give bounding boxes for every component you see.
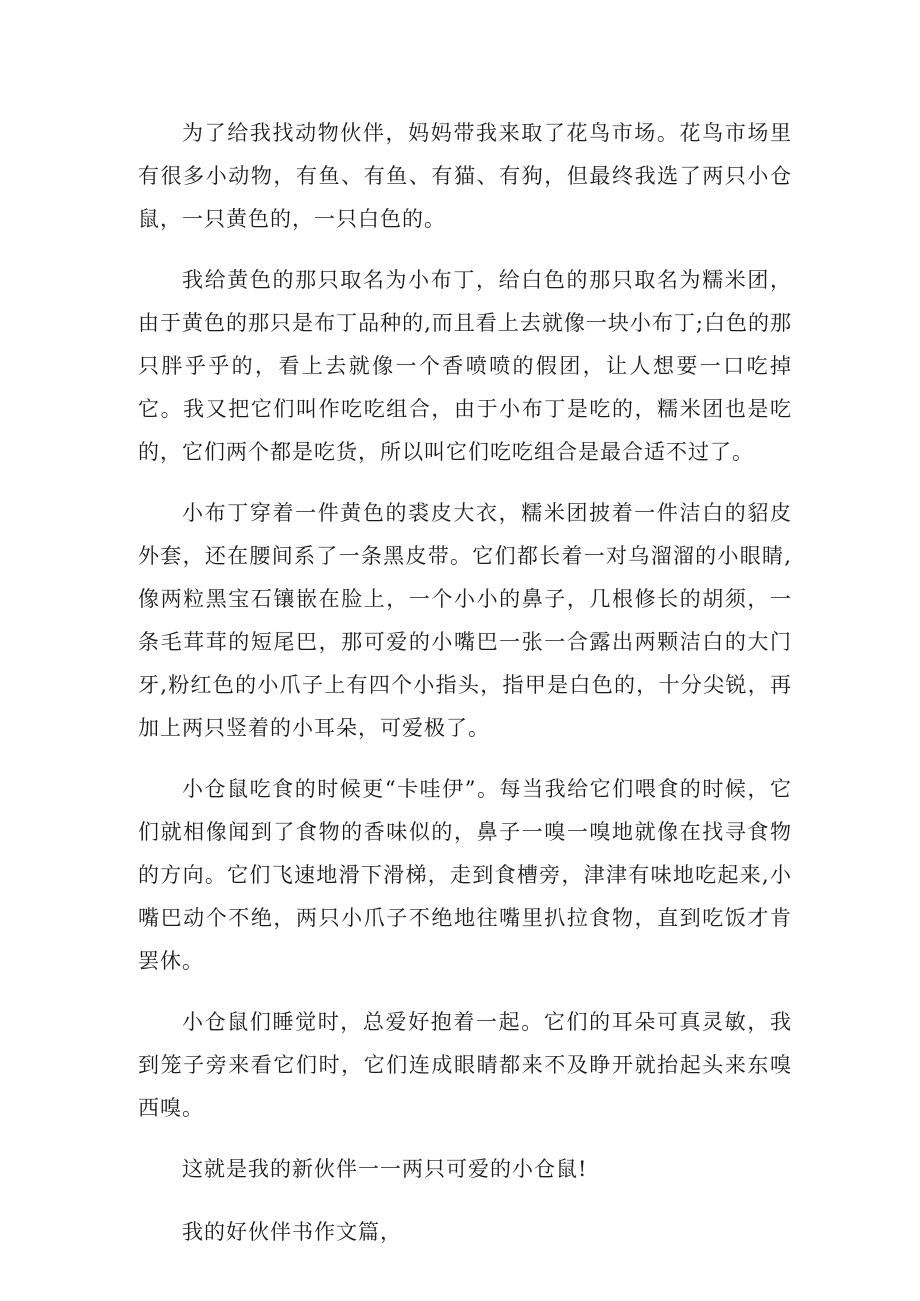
- document-body: [138, 112, 792, 1274]
- paragraph-2: 我给黄色的那只取名为小布丁，给白色的那只取名为糯米团，由于黄色的那只是布丁品种的,而且看上去就像一块小布丁;白色的那只胖乎乎的，看上去就像一个香喷喷的假团，让人想要一口吃掉它。我又把它们叫作吃吃组合，由于小布丁是吃的，糯米团也是吃的，它们两个都是吃货，所以叫它们吃吃组合是最合适不过了。: [138, 268, 792, 464]
- paragraph-7: 我的好伙伴书作文篇，: [182, 1220, 402, 1244]
- paragraph-6: 这就是我的新伙伴一一两只可爱的小仓鼠!: [182, 1157, 588, 1181]
- paragraph-3: 小布丁穿着一件黄色的裘皮大衣，糯米团披着一件洁白的貂皮外套，还在腰间系了一条黑皮带。它们都长着一对乌溜溜的小眼睛,像两粒黑宝石镶嵌在脸上，一个小小的鼻子，几根修长的胡须，一条毛茸茸的短尾巴，那可爱的小嘴巴一张一合露出两颗洁白的大门牙,粉红色的小爪子上有四个小指头，指甲是白色的，十分尖锐，再加上两只竖着的小耳朵，可爱极了。: [138, 501, 792, 740]
- paragraph-1: 为了给我找动物伙伴，妈妈带我来取了花鸟市场。花鸟市场里有很多小动物，有鱼、有鱼、有猫、有狗，但最终我选了两只小仓鼠，一只黄色的，一只白色的。: [138, 121, 792, 231]
- paragraph-5: 小仓鼠们睡觉时，总爱好抱着一起。它们的耳朵可真灵敏，我到笼子旁来看它们时，它们连成眼睛都来不及睁开就抬起头来东嗅西嗅。: [138, 1010, 792, 1120]
- paragraph-4: 小仓鼠吃食的时候更“卡哇伊”。每当我给它们喂食的时候，它们就相像闻到了食物的香味似的，鼻子一嗅一嗅地就像在找寻食物的方向。它们飞速地滑下滑梯，走到食槽旁，津津有味地吃起来,小嘴巴动个不绝，两只小爪子不绝地往嘴里扒拉食物，直到吃饭才肯罢休。: [138, 777, 792, 973]
